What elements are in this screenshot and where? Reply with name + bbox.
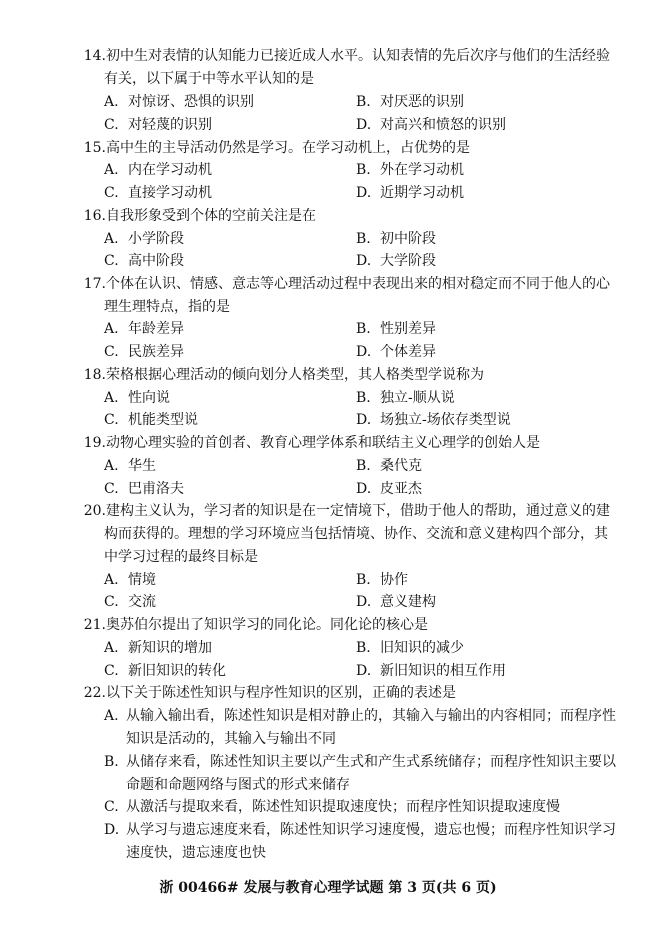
option-letter: A. bbox=[104, 458, 119, 474]
option-letter: B. bbox=[356, 162, 371, 178]
option-letter: D. bbox=[356, 663, 372, 679]
option-letter: D. bbox=[356, 185, 372, 201]
option-letter: C. bbox=[104, 594, 119, 610]
option-a bbox=[104, 228, 184, 251]
option-d bbox=[356, 250, 436, 273]
option-letter: A. bbox=[104, 640, 119, 656]
option-letter: A. bbox=[104, 708, 119, 724]
option-c bbox=[104, 341, 184, 364]
question-stem: 动物心理实验的首创者、教育心理学体系和联结主义心理学的创始人是 bbox=[106, 435, 540, 451]
option-text: 直接学习动机 bbox=[128, 185, 212, 201]
option-letter: C. bbox=[104, 117, 119, 133]
option-a bbox=[104, 455, 156, 478]
option-letter: C. bbox=[104, 253, 119, 269]
option-text: 高中阶段 bbox=[128, 253, 184, 269]
question-stem: 高中生的主导活动仍然是学习。在学习动机上，占优势的是 bbox=[106, 140, 470, 156]
option-d bbox=[356, 341, 436, 364]
question-number: 20. bbox=[83, 503, 106, 519]
option-a bbox=[104, 705, 624, 751]
option-b bbox=[356, 228, 436, 251]
option-letter: B. bbox=[356, 321, 371, 337]
question-stem: 荣格根据心理活动的倾向划分人格类型，其人格类型学说称为 bbox=[106, 367, 484, 383]
option-letter: A. bbox=[104, 321, 119, 337]
option-letter: B. bbox=[356, 572, 371, 588]
question-stem: 初中生对表情的认知能力已接近成人水平。认知表情的先后次序与他们的生活经验 bbox=[106, 48, 610, 64]
option-text: 外在学习动机 bbox=[380, 162, 464, 178]
option-text: 小学阶段 bbox=[128, 231, 184, 247]
option-letter: D. bbox=[356, 594, 372, 610]
question-20 bbox=[78, 500, 618, 523]
option-text: 华生 bbox=[128, 458, 156, 474]
option-b bbox=[356, 569, 408, 592]
option-text: 机能类型说 bbox=[128, 412, 198, 428]
option-letter: B. bbox=[104, 754, 119, 770]
option-letter: D. bbox=[104, 822, 120, 838]
option-letter: D. bbox=[356, 412, 372, 428]
option-d bbox=[356, 114, 506, 137]
option-b bbox=[356, 318, 436, 341]
option-letter: D. bbox=[356, 253, 372, 269]
option-text: 从学习与遗忘速度来看，陈述性知识学习速度慢，遗忘也慢；而程序性知识学习速度快，遗忘速度也快 bbox=[126, 822, 616, 861]
option-text: 桑代克 bbox=[380, 458, 422, 474]
option-letter: D. bbox=[356, 344, 372, 360]
question-number: 22. bbox=[83, 685, 106, 701]
option-letter: D. bbox=[356, 117, 372, 133]
question-number: 19. bbox=[83, 435, 106, 451]
option-text: 性向说 bbox=[128, 390, 170, 406]
option-letter: B. bbox=[356, 94, 371, 110]
option-text: 对惊讶、恐惧的识别 bbox=[128, 94, 254, 110]
question-stem-continued: 中学习过程的最终目标是 bbox=[104, 549, 258, 565]
page-footer: 浙 00466# 发展与教育心理学试题 第 3 页(共 6 页) bbox=[159, 880, 497, 896]
option-text: 交流 bbox=[128, 594, 156, 610]
option-c bbox=[104, 478, 184, 501]
option-text: 对厌恶的识别 bbox=[380, 94, 464, 110]
option-a bbox=[104, 318, 184, 341]
option-text: 协作 bbox=[380, 572, 408, 588]
option-letter: A. bbox=[104, 94, 119, 110]
option-b bbox=[104, 751, 624, 797]
option-text: 近期学习动机 bbox=[380, 185, 464, 201]
option-text: 新知识的增加 bbox=[128, 640, 212, 656]
option-b bbox=[356, 455, 422, 478]
question-15 bbox=[78, 137, 618, 160]
option-text: 对轻蔑的识别 bbox=[128, 117, 212, 133]
option-c bbox=[104, 409, 198, 432]
question-number: 15. bbox=[83, 140, 106, 156]
question-14 bbox=[78, 45, 618, 68]
option-letter: B. bbox=[356, 390, 371, 406]
option-letter: C. bbox=[104, 185, 119, 201]
option-b bbox=[356, 387, 455, 410]
option-text: 从储存来看，陈述性知识主要以产生式和产生式系统储存；而程序性知识主要以命题和命题网络与图式的形式来储存 bbox=[126, 754, 616, 793]
option-letter: A. bbox=[104, 390, 119, 406]
option-text: 意义建构 bbox=[380, 594, 436, 610]
option-text: 新旧知识的相互作用 bbox=[380, 663, 506, 679]
option-text: 旧知识的减少 bbox=[380, 640, 464, 656]
option-text: 巴甫洛夫 bbox=[128, 481, 184, 497]
option-d bbox=[356, 182, 464, 205]
question-number: 14. bbox=[83, 48, 106, 64]
option-text: 内在学习动机 bbox=[128, 162, 212, 178]
option-letter: B. bbox=[356, 231, 371, 247]
question-stem-continued: 构而获得的。理想的学习环境应当包括情境、协作、交流和意义建构四个部分，其 bbox=[104, 526, 608, 542]
option-c bbox=[104, 182, 212, 205]
option-text: 从激活与提取来看，陈述性知识提取速度快；而程序性知识提取速度慢 bbox=[126, 799, 560, 815]
question-number: 16. bbox=[83, 208, 106, 224]
question-number: 18. bbox=[83, 367, 106, 383]
question-stem: 奥苏伯尔提出了知识学习的同化论。同化论的核心是 bbox=[106, 617, 428, 633]
question-stem: 自我形象受到个体的空前关注是在 bbox=[106, 208, 316, 224]
question-19 bbox=[78, 432, 618, 455]
option-a bbox=[104, 91, 254, 114]
option-c bbox=[104, 591, 156, 614]
option-text: 情境 bbox=[128, 572, 156, 588]
question-18 bbox=[78, 364, 618, 387]
option-d bbox=[356, 660, 506, 683]
option-letter: C. bbox=[104, 481, 119, 497]
option-c bbox=[104, 114, 212, 137]
question-stem-continued: 有关，以下属于中等水平认知的是 bbox=[104, 71, 314, 87]
question-22 bbox=[78, 682, 618, 705]
question-21 bbox=[78, 614, 618, 637]
option-letter: C. bbox=[104, 412, 119, 428]
option-text: 性别差异 bbox=[380, 321, 436, 337]
option-text: 民族差异 bbox=[128, 344, 184, 360]
option-text: 新旧知识的转化 bbox=[128, 663, 226, 679]
option-letter: A. bbox=[104, 572, 119, 588]
option-text: 年龄差异 bbox=[128, 321, 184, 337]
question-stem: 个体在认识、情感、意志等心理活动过程中表现出来的相对稳定而不同于他人的心 bbox=[106, 276, 610, 292]
option-text: 从输入输出看，陈述性知识是相对静止的，其输入与输出的内容相同；而程序性知识是活动的，其输入与输出不同 bbox=[126, 708, 616, 747]
question-16 bbox=[78, 205, 618, 228]
question-17 bbox=[78, 273, 618, 296]
option-c bbox=[104, 660, 226, 683]
option-b bbox=[356, 159, 464, 182]
question-number: 17. bbox=[83, 276, 106, 292]
option-a bbox=[104, 159, 212, 182]
question-number: 21. bbox=[83, 617, 106, 633]
option-letter: A. bbox=[104, 231, 119, 247]
option-text: 皮亚杰 bbox=[380, 481, 422, 497]
option-text: 个体差异 bbox=[380, 344, 436, 360]
option-letter: C. bbox=[104, 344, 119, 360]
question-stem-continued: 理生理特点，指的是 bbox=[104, 299, 230, 315]
option-b bbox=[356, 637, 464, 660]
option-b bbox=[356, 91, 464, 114]
option-d bbox=[356, 409, 511, 432]
option-letter: B. bbox=[356, 640, 371, 656]
option-text: 独立-顺从说 bbox=[380, 390, 455, 406]
option-text: 大学阶段 bbox=[380, 253, 436, 269]
option-c bbox=[104, 250, 184, 273]
option-text: 对高兴和愤怒的识别 bbox=[380, 117, 506, 133]
option-letter: A. bbox=[104, 162, 119, 178]
option-d bbox=[104, 819, 624, 865]
option-letter: C. bbox=[104, 799, 119, 815]
option-text: 场独立-场依存类型说 bbox=[380, 412, 511, 428]
option-c bbox=[104, 796, 624, 819]
option-letter: B. bbox=[356, 458, 371, 474]
option-text: 初中阶段 bbox=[380, 231, 436, 247]
question-stem: 以下关于陈述性知识与程序性知识的区别，正确的表述是 bbox=[106, 685, 456, 701]
question-stem: 建构主义认为，学习者的知识是在一定情境下，借助于他人的帮助，通过意义的建 bbox=[106, 503, 610, 519]
option-d bbox=[356, 478, 422, 501]
option-a bbox=[104, 387, 170, 410]
option-letter: D. bbox=[356, 481, 372, 497]
option-a bbox=[104, 637, 212, 660]
option-letter: C. bbox=[104, 663, 119, 679]
option-d bbox=[356, 591, 436, 614]
option-a bbox=[104, 569, 156, 592]
